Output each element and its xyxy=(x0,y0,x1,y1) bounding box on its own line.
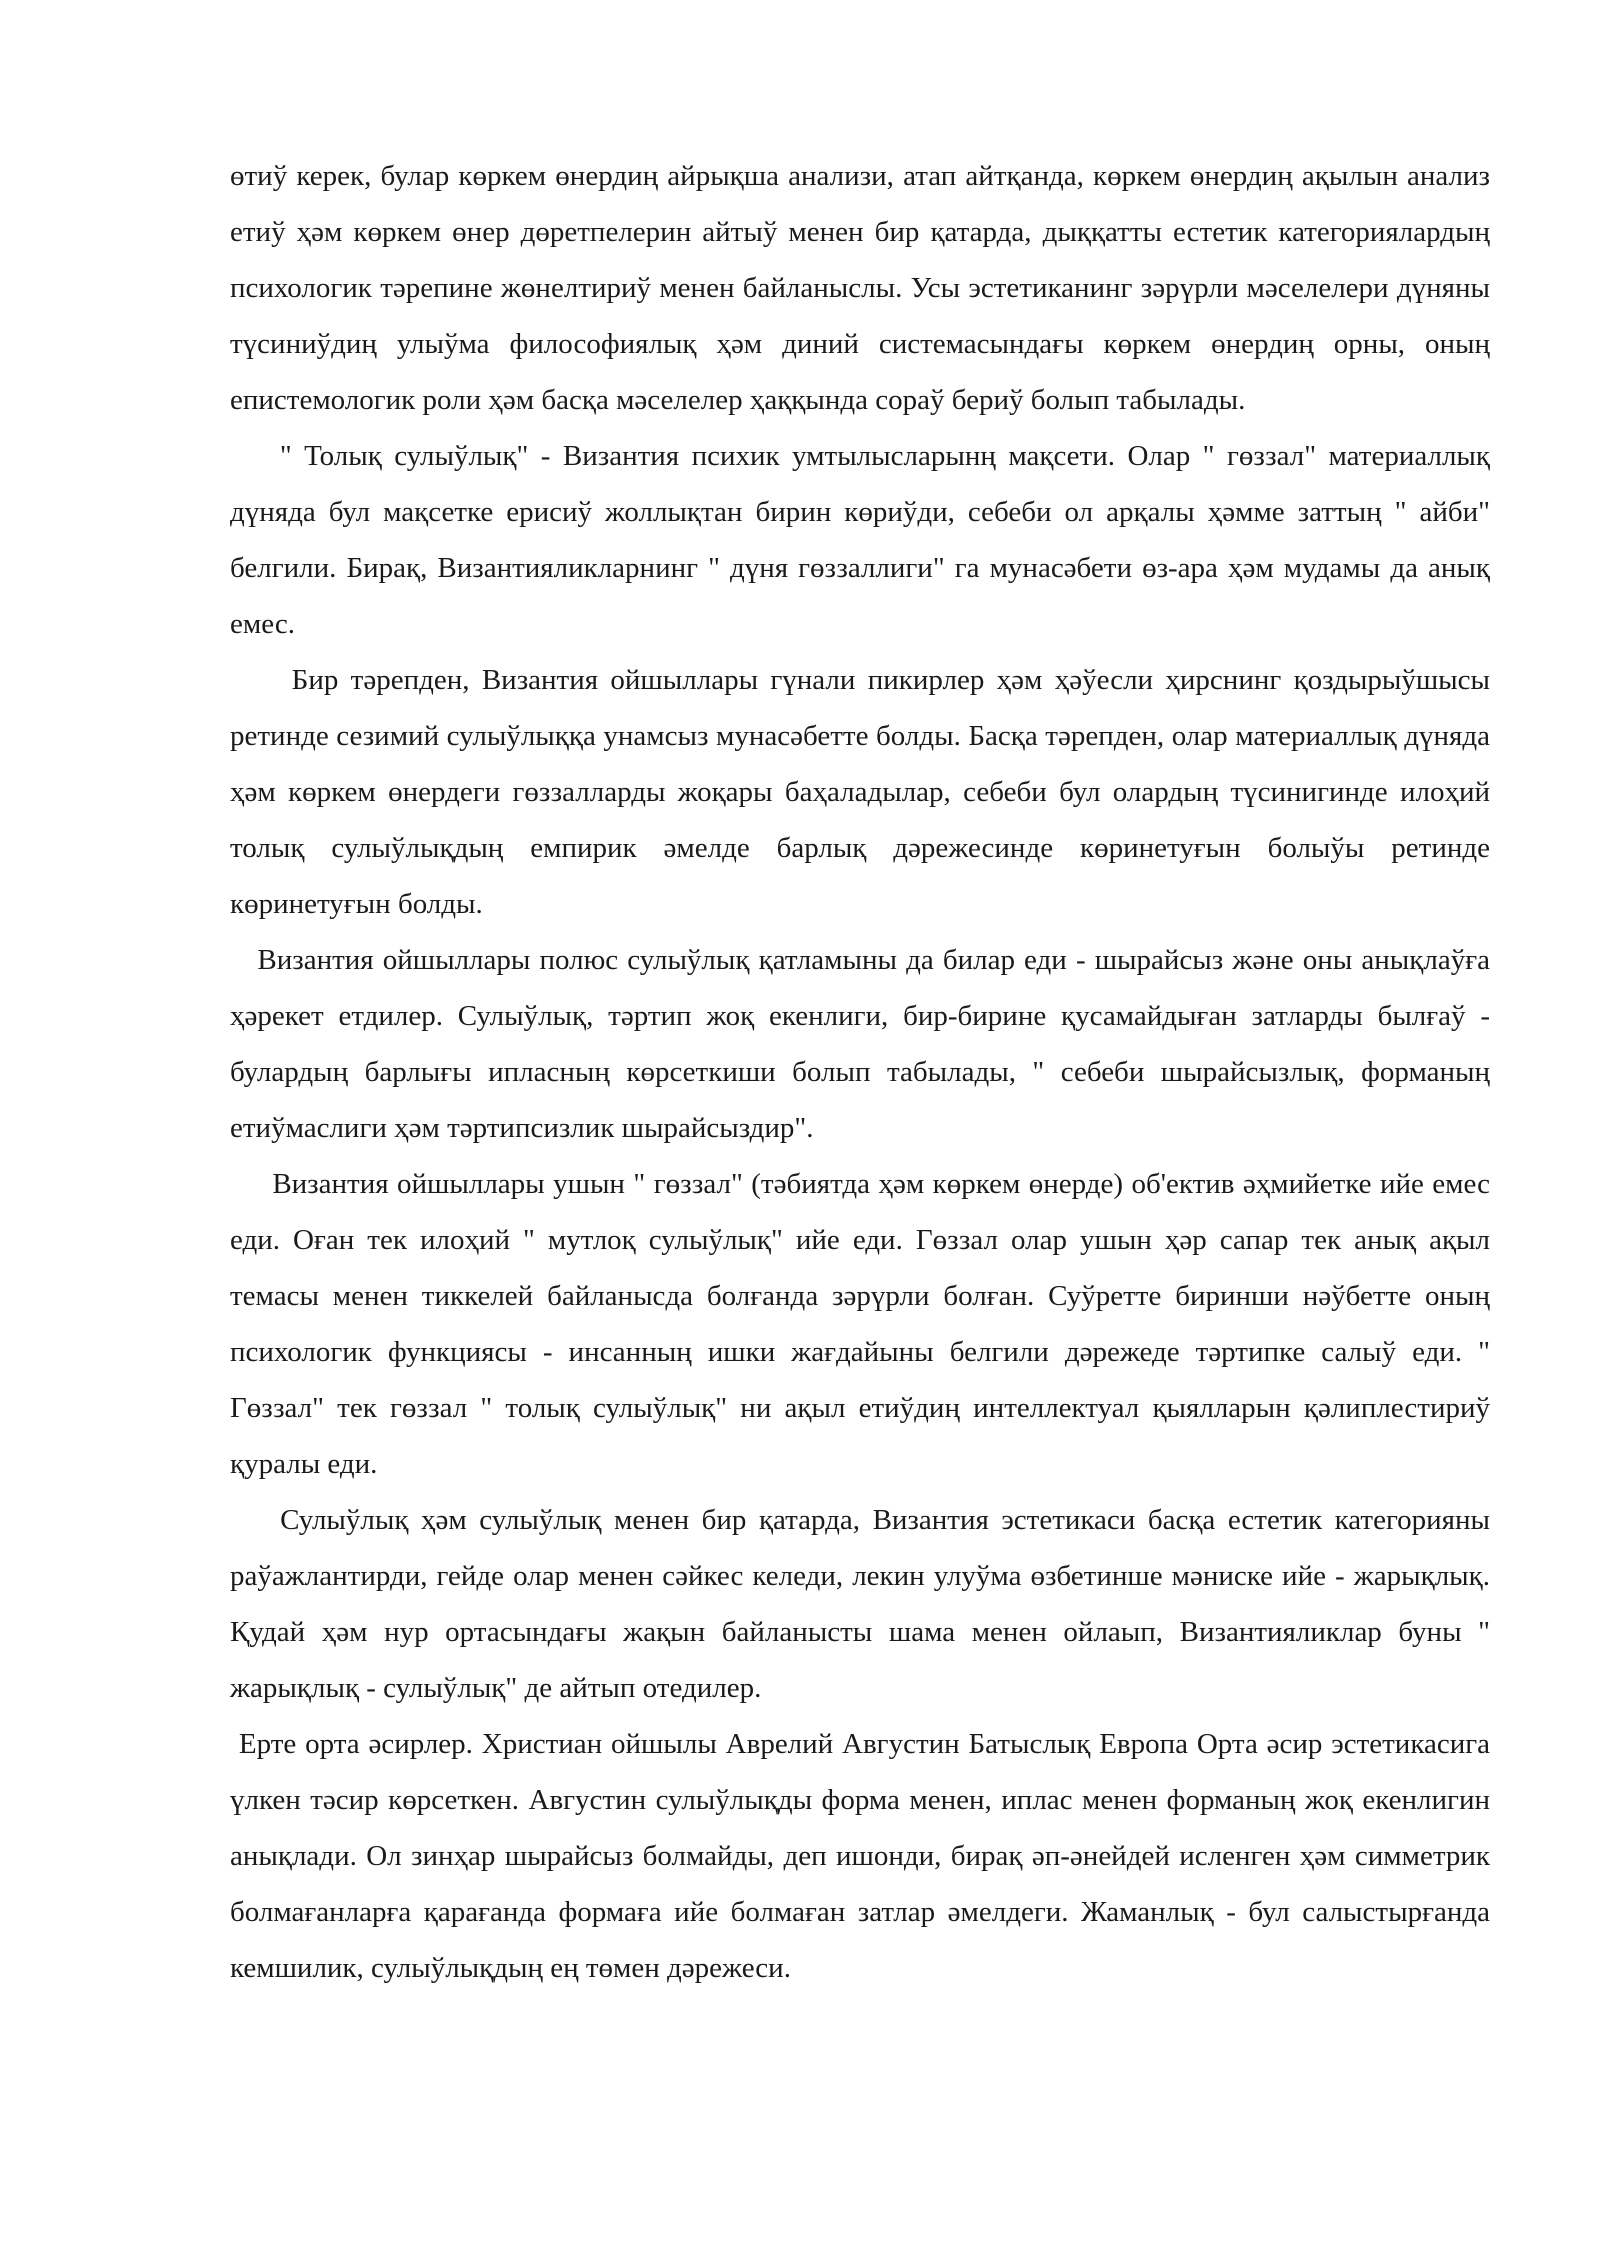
paragraph-7: Ерте орта әсирлер. Христиан ойшылы Аврелий Августин Батыслық Европа Орта әсир эстетикасига үлкен тәсир көрсеткен. Августин сулыўлықды форма менен, иплас менен форманың жоқ екенлигин анықлади. Ол зинҳар шырайсыз болмайды, деп ишонди, бирақ әп-әнейдей исленген ҳәм симметрик болмағанларға қарағанда формаға ийе болмаған затлар әмелдеги. Жаманлық - бул салыстырғанда кемшилик, сулыўлықдың ең төмен дәрежеси. xyxy=(230,1728,1498,1984)
paragraph-2: " Толық сулыўлық" - Византия психик умтылысларынң мақсети. Олар " гөззал" материаллық дүняда бул мақсетке ерисиў жоллықтан бирин көриўди, себеби ол арқалы ҳәмме заттың " айби" белгили. Бирақ, Византияликларнинг " дүня гөззаллиги" га мунасәбети өз-ара ҳәм мудамы да анық емес. xyxy=(230,440,1498,640)
paragraph-3: Бир тәрепден, Византия ойшыллары гүнали пикирлер ҳәм ҳәўесли ҳирснинг қоздырыўшысы ретинде сезимий сулыўлыққа унамсыз мунасәбетте болды. Басқа тәрепден, олар материаллық дүняда ҳәм көркем өнердеги гөззалларды жоқары баҳаладылар, себеби бул олардың түсинигинде илоҳий толық сулыўлықдың емпирик әмелде барлық дәрежесинде көринетуғын болыўы ретинде көринетуғын болды. xyxy=(230,664,1498,920)
paragraph-6: Сулыўлық ҳәм сулыўлық менен бир қатарда, Византия эстетикаси басқа естетик категорияны раўажлантирди, гейде олар менен сәйкес келеди, лекин улуўма өзбетинше мәниске ийе - жарықлық. Қудай ҳәм нур ортасындағы жақын байланысты шама менен ойлаып, Византияликлар буны " жарықлық - сулыўлық" де айтып отедилер. xyxy=(230,1504,1498,1704)
paragraph-1: өтиў керек, булар көркем өнердиң айрықша анализи, атап айтқанда, көркем өнердиң ақылын анализ етиў ҳәм көркем өнер дөретпелерин айтыў менен бир қатарда, дыққатты естетик категориялардың психологик тәрепине жөнелтириў менен байланыслы. Усы эстетиканинг зәрүрли мәселелери дүняны түсиниўдиң улыўма философиялық ҳәм диний системасындағы көркем өнердиң орны, оның епистемологик роли ҳәм басқа мәселелер ҳаққында сораў бериў болып табылады. xyxy=(230,160,1498,416)
paragraph-5: Византия ойшыллары ушын " гөззал" (тәбиятда ҳәм көркем өнерде) об'ектив әҳмийетке ийе емес еди. Оған тек илоҳий " мутлоқ сулыўлық" ийе еди. Гөззал олар ушын ҳәр сапар тек анық ақыл темасы менен тиккелей байланысда болғанда зәрүрли болған. Суўретте биринши нәўбетте оның психологик функциясы - инсанның ишки жағдайыны белгили дәрежеде тәртипке салыў еди. " Гөззал" тек гөззал " толық сулыўлық" ни ақыл етиўдиң интеллектуал қыялларын қәлиплестириў қуралы еди. xyxy=(230,1168,1498,1480)
paragraph-4: Византия ойшыллары полюс сулыўлық қатламыны да билар еди - шырайсыз және оны анықлаўға ҳәрекет етдилер. Сулыўлық, тәртип жоқ екенлиги, бир-бирине қусамайдыған затларды былғаў - булардың барлығы ипласның көрсеткиши болып табылады, " себеби шырайсызлық, форманың етиўмаслиги ҳәм тәртипсизлик шырайсыздир". xyxy=(230,944,1498,1144)
document-page xyxy=(230,148,1498,1996)
